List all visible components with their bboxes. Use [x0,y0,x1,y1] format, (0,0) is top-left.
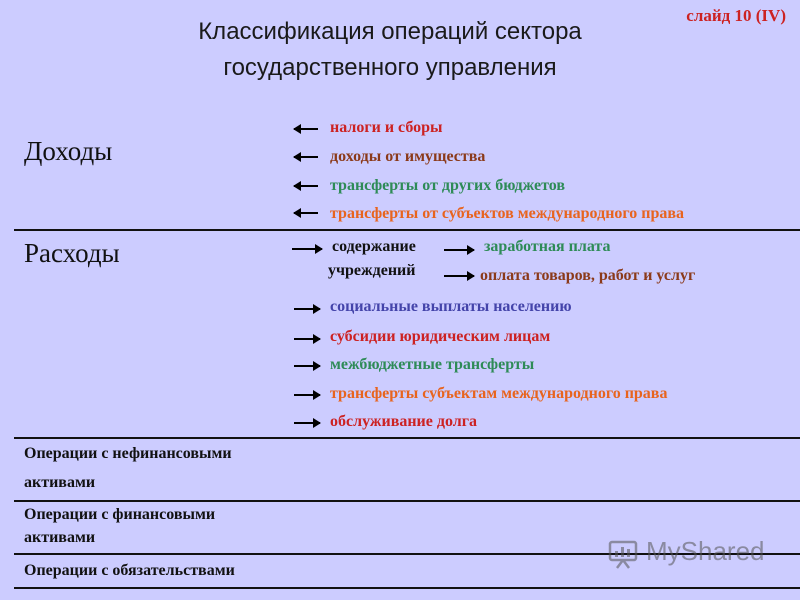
expense-item: межбюджетные трансферты [330,356,535,373]
divider [14,587,800,589]
maintenance-child: заработная плата [484,238,611,255]
arrow-right-icon [444,249,474,251]
expenses-heading: Расходы [24,238,120,268]
income-item: трансферты от других бюджетов [330,177,565,194]
income-item: трансферты от субъектов международного права [330,205,685,222]
divider [14,229,800,231]
arrow-right-icon [294,422,320,424]
maintenance-label-line2: учреждений [328,262,416,279]
page-title-line2: государственного управления [223,54,557,81]
arrow-right-icon [294,394,320,396]
arrow-right-icon [294,338,320,340]
expense-item: обслуживание долга [330,413,477,430]
expense-item: субсидии юридическим лицам [330,328,551,345]
divider [14,437,800,439]
financial-ops-line1: Операции с финансовыми [24,506,216,523]
maintenance-label-line1: содержание [332,238,416,255]
arrow-left-icon [294,185,318,187]
income-item: налоги и сборы [330,119,443,136]
divider [14,500,800,502]
nonfinancial-ops-line2: активами [24,474,96,491]
myshared-logo-icon [608,538,640,570]
arrow-left-icon [294,156,318,158]
arrow-right-icon [294,365,320,367]
liabilities-ops: Операции с обязательствами [24,562,235,579]
maintenance-child: оплата товаров, работ и услуг [480,267,696,284]
nonfinancial-ops-line1: Операции с нефинансовыми [24,445,232,462]
expense-item: трансферты субъектам международного права [330,385,668,402]
income-heading: Доходы [24,136,113,166]
arrow-right-icon [292,248,322,250]
watermark [608,536,768,570]
financial-ops-line2: активами [24,529,96,546]
arrow-right-icon [444,275,474,277]
page-title-line1: Классификация операций сектора [198,18,582,45]
arrow-left-icon [294,212,318,214]
arrow-left-icon [294,128,318,130]
slide-number: слайд 10 (IV) [686,6,786,25]
arrow-right-icon [294,308,320,310]
income-item: доходы от имущества [330,148,486,165]
watermark-text: MyShared [646,536,765,566]
expense-item: социальные выплаты населению [330,298,572,315]
